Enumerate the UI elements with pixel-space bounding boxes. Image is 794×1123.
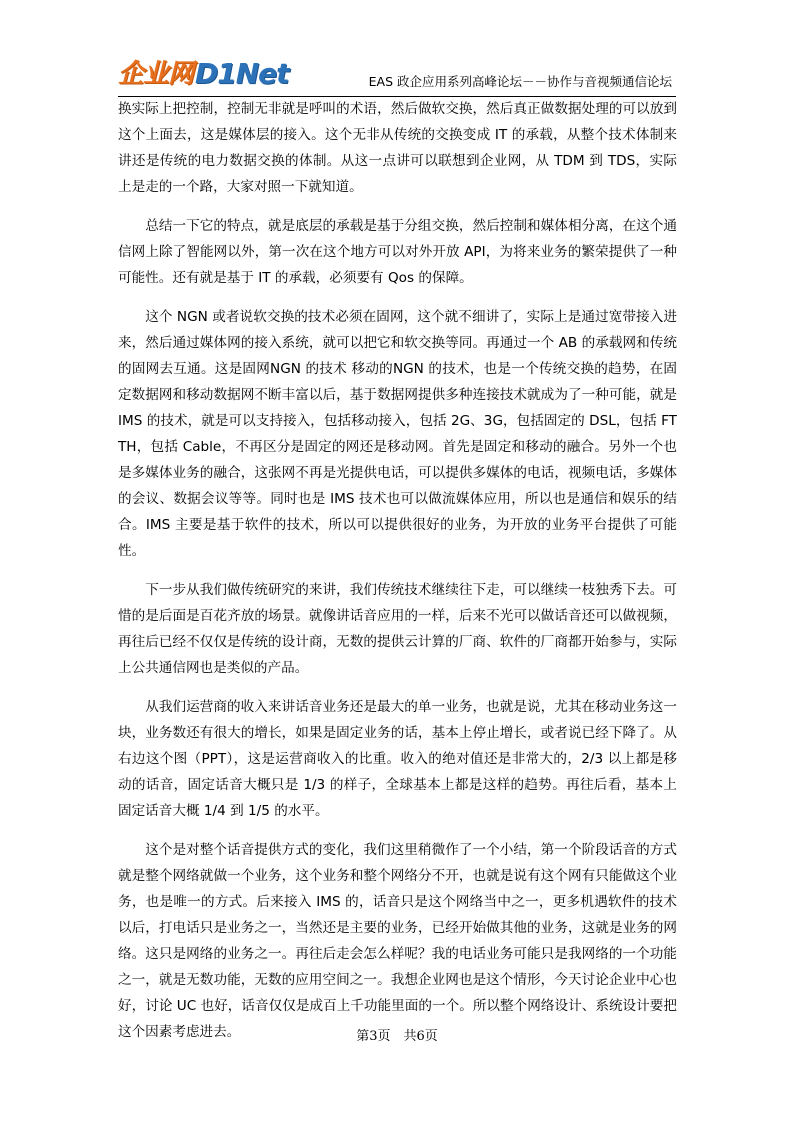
page-header (118, 56, 676, 97)
page-footer (0, 1025, 794, 1044)
paragraph-5: 从我们运营商的收入来讲话音业务还是最大的单一业务，也就是说，尤其在移动业务这一块，业务数还有很大的增长，如果是固定业务的话，基本上停止增长，或者说已经下降了。从右边这个图（PPT），这是运营商收入的比重。收入的绝对值还是非常大的，2/3 以上都是移动的话音，固定话音大概只是 1/3 的样子，全球基本上都是这样的趋势。再往后看，基本上固定话音大概 1/4 到 1/5 的水平。 (118, 699, 677, 819)
document-body (118, 96, 677, 1058)
paragraph-4: 下一步从我们做传统研究的来讲，我们传统技术继续往下走，可以继续一枝独秀下去。可惜的是后面是百花齐放的场景。就像讲话音应用的一样，后来不光可以做话音还可以做视频，再往后已经不仅仅是传统的设计商，无数的提供云计算的厂商、软件的厂商都开始参与，实际上公共通信网也是类似的产品。 (118, 582, 677, 676)
page-number: 第3页 共6页 (356, 1029, 438, 1044)
d1net-logo (118, 58, 289, 90)
logo-chinese-text: 企业网 (118, 59, 194, 89)
paragraph-6: 这个是对整个话音提供方式的变化，我们这里稍微作了一个小结，第一个阶段话音的方式就是整个网络就做一个业务，这个业务和整个网络分不开，也就是说有这个网有只能做这个业务，也是唯一的方式。后来接入 IMS 的，话音只是这个网络当中之一，更多机遇软件的技术以后，打电话只是业务之一，当然还是主要的业务，已经开始做其他的业务，这就是业务的网络。这只是网络的业务之一。再往后走会怎么样呢？我的电话业务可能只是我网络的一个功能之一，就是无数功能，无数的应用空间之一。我想企业网也是这个情形，今天讨论企业中心也好，讨论 UC 也好，话音仅仅是成百上千功能里面的一个。所以整个网络设计、系统设计要把这个因素考虑进去。 (118, 842, 677, 1040)
logo-english-text: D1Net (195, 57, 289, 90)
paragraph-3: 这个 NGN 或者说软交换的技术必须在固网，这个就不细讲了，实际上是通过宽带接入进来，然后通过媒体网的接入系统，就可以把它和软交换等同。再通过一个 AB 的承载网和传统的固网去互通。这是固网NGN 的技术 移动的NGN 的技术，也是一个传统交换的趋势，在固定数据网和移动数据网不断丰富以后，基于数据网提供多种连接技术就成为了一种可能，就是 IMS 的技术，就是可以支持接入，包括移动接入，包括 2G、3G，包括固定的 DSL，包括 FTTH，包括 Cable，不再区分是固定的网还是移动网。首先是固定和移动的融合。另外一个也是多媒体业务的融合，这张网不再是光提供电话，可以提供多媒体的电话，视频电话，多媒体的会议、数据会议等等。同时也是 IMS 技术也可以做流媒体应用，所以也是通信和娱乐的结合。IMS 主要是基于软件的技术，所以可以提供很好的业务，为开放的业务平台提供了可能性。 (118, 309, 677, 559)
paragraph-2: 总结一下它的特点，就是底层的承载是基于分组交换，然后控制和媒体相分离，在这个通信网上除了智能网以外，第一次在这个地方可以对外开放 API，为将来业务的繁荣提供了一种可能性。还有就是基于 IT 的承载，必须要有 Qos 的保障。 (118, 218, 677, 286)
paragraph-1: 换实际上把控制，控制无非就是呼叫的术语，然后做软交换，然后真正做数据处理的可以放到这个上面去，这是媒体层的接入。这个无非从传统的交换变成 IT 的承载，从整个技术体制来讲还是传统的电力数据交换的体制。从这一点讲可以联想到企业网，从 TDM 到 TDS，实际上是走的一个路，大家对照一下就知道。 (118, 101, 677, 195)
header-title: EAS 政企应用系列高峰论坛－－协作与音视频通信论坛 (368, 74, 672, 89)
